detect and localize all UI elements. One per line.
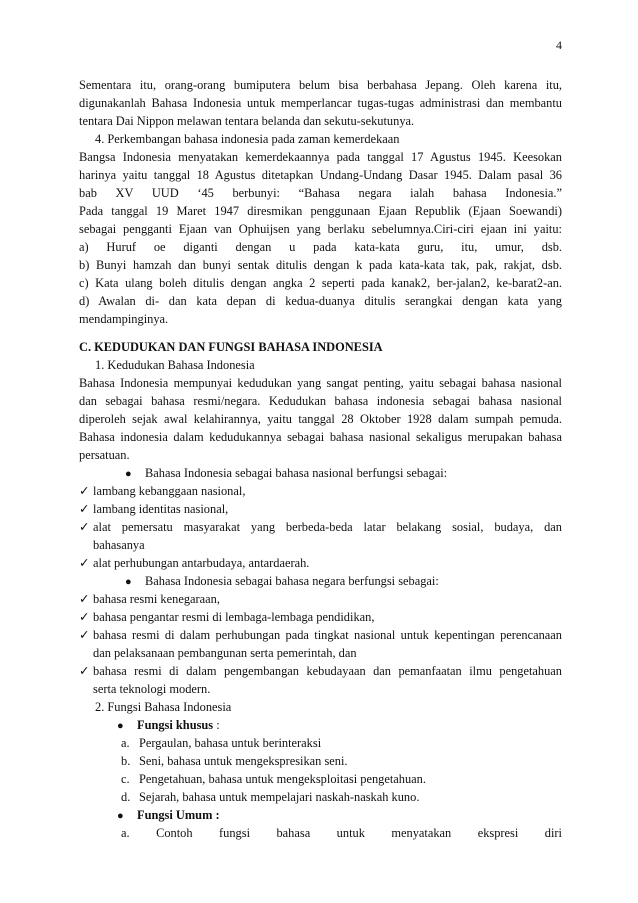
checkmark-icon: ✓ [79,556,90,570]
text-line [79,554,562,572]
text-line [79,626,562,644]
checkmark-icon: ✓ [79,502,90,516]
text-line [95,698,562,716]
text-line [79,518,562,536]
text-line [93,536,562,554]
text-line [95,356,562,374]
checkmark-icon: ✓ [79,610,90,624]
line-text: Pengetahuan, bahasa untuk mengeksploitasi pengetahuan. [139,772,426,786]
text-line [121,788,562,806]
text-line [79,94,562,112]
line-text: Pada tanggal 19 Maret 1947 diresmikan penggunaan Ejaan Republik (Ejaan Soewandi) [79,204,562,218]
bullet-icon: ● [117,810,124,822]
bullet-icon: ● [125,576,132,588]
text-line [79,662,562,680]
line-text: bab XV UUD ‘45 berbunyi: “Bahasa negara ialah bahasa Indonesia.” [79,186,562,200]
line-text: bahasa resmi kenegaraan, [93,592,220,606]
text-line [79,590,562,608]
line-text: bahasanya [93,538,145,552]
text-line [79,220,562,238]
text-line [79,446,562,464]
line-text: b) Bunyi hamzah dan bunyi sentak ditulis dengan k pada kata-kata tak, pak, rakjat, dsb. [79,258,562,272]
text-line [79,274,562,292]
line-text: lambang identitas nasional, [93,502,229,516]
list-marker: c. [121,772,130,786]
text-line [79,256,562,274]
text-line [121,752,562,770]
line-text: bahasa resmi di dalam pengembangan kebudayaan dan pemanfaatan ilmu pengetahuan [93,664,562,678]
bullet-icon: ● [117,720,124,732]
text-line [121,770,562,788]
line-text: dan sebagai bahasa resmi/negara. Kedudukan bahasa indonesia sebagai bahasa nasional [79,394,562,408]
line-text: Bangsa Indonesia menyatakan kemerdekaannya pada tanggal 17 Agustus 1945. Keesokan [79,150,562,164]
text-line [93,644,562,662]
line-text: alat pemersatu masyarakat yang berbeda-beda latar belakang sosial, budaya, dan [93,520,562,534]
text-line [79,392,562,410]
line-text: Bahasa Indonesia mempunyai kedudukan yang sangat penting, yaitu sebagai bahasa nasional [79,376,562,390]
list-marker: a. [121,736,130,750]
checkmark-icon: ✓ [79,628,90,642]
line-text: persatuan. [79,448,130,462]
line-text: Sejarah, bahasa untuk mempelajari naskah-naskah kuno. [139,790,420,804]
line-text: bahasa resmi di dalam perhubungan pada tingkat nasional untuk kepentingan perencanaan [93,628,562,642]
text-line [125,572,562,590]
line-text: Fungsi Umum : [137,808,220,822]
text-line [79,148,562,166]
line-text: 4. Perkembangan bahasa indonesia pada zaman kemerdekaan [95,132,400,146]
text-line [79,238,562,256]
text-line [93,680,562,698]
checkmark-icon: ✓ [79,520,90,534]
line-text: serta teknologi modern. [93,682,211,696]
line-text: Sementara itu, orang-orang bumiputera belum bisa berbahasa Jepang. Oleh karena itu, [79,78,562,92]
line-text: lambang kebanggaan nasional, [93,484,246,498]
text-line [79,310,562,328]
line-text: harinya yaitu tanggal 18 Agustus ditetapkan Undang-Undang Dasar 1945. Dalam pasal 36 [79,168,562,182]
line-text: c) Kata ulang boleh ditulis dengan angka 2 seperti pada kanak2, ber-jalan2, ke-barat2-an. [79,276,562,290]
text-line [79,166,562,184]
text-line [79,500,562,518]
line-text: Bahasa indonesia dalam kedudukannya sebagai bahasa nasional sekaligus merupakan bahasa [79,430,562,444]
line-text: tentara Dai Nippon melawan tentara belanda dan sekutu-sekutunya. [79,114,415,128]
line-text: a. Contoh fungsi bahasa untuk menyatakan ekspresi diri [121,826,562,840]
text-line [79,112,562,130]
checkmark-icon: ✓ [79,664,90,678]
line-text: Fungsi khusus [137,718,214,732]
line-text: mendampinginya. [79,312,169,326]
line-text: dan pelaksanaan pembangunan serta pemerintah, dan [93,646,357,660]
page-number: 4 [556,38,562,52]
line-text: bahasa pengantar resmi di lembaga-lembaga pendidikan, [93,610,375,624]
text-line [79,76,562,94]
text-line [79,608,562,626]
checkmark-icon: ✓ [79,592,90,606]
line-text: 2. Fungsi Bahasa Indonesia [95,700,232,714]
line-text: d) Awalan di- dan kata depan di kedua-duanya ditulis serangkai dengan kata yang [79,294,562,308]
text-line [121,734,562,752]
line-text: digunakanlah Bahasa Indonesia untuk memperlancar tugas-tugas administrasi dan membantu [79,96,562,110]
line-text: Bahasa Indonesia sebagai bahasa nasional berfungsi sebagai: [145,466,448,480]
text-line [79,410,562,428]
text-line [117,806,562,824]
line-text: 1. Kedudukan Bahasa Indonesia [95,358,255,372]
line-text: Bahasa Indonesia sebagai bahasa negara berfungsi sebagai: [145,574,439,588]
text-line [79,482,562,500]
list-marker: b. [121,754,131,768]
line-text-tail: : [213,718,220,732]
text-line [79,184,562,202]
line-text: Pergaulan, bahasa untuk berinteraksi [139,736,322,750]
list-marker: d. [121,790,131,804]
line-text: Seni, bahasa untuk mengekspresikan seni. [139,754,348,768]
line-text: sebagai pengganti Ejaan van Ophuijsen yang berlaku sebelumnya.Ciri-ciri ejaan ini yaitu: [79,222,562,236]
line-text: diperoleh sejak awal kelahirannya, yaitu tanggal 28 Oktober 1928 dalam sumpah pemuda. [79,412,562,426]
checkmark-icon: ✓ [79,484,90,498]
line-text: alat perhubungan antarbudaya, antardaerah. [93,556,310,570]
text-line [79,202,562,220]
bullet-icon: ● [125,468,132,480]
section-heading [79,338,562,356]
text-line [125,464,562,482]
text-line [79,292,562,310]
text-line [117,716,562,734]
line-text: a) Huruf oe diganti dengan u pada kata-kata guru, itu, umur, dsb. [79,240,562,254]
text-line [79,428,562,446]
line-text: C. KEDUDUKAN DAN FUNGSI BAHASA INDONESIA [79,340,383,354]
text-line [95,130,562,148]
text-line [79,374,562,392]
text-line [121,824,562,842]
